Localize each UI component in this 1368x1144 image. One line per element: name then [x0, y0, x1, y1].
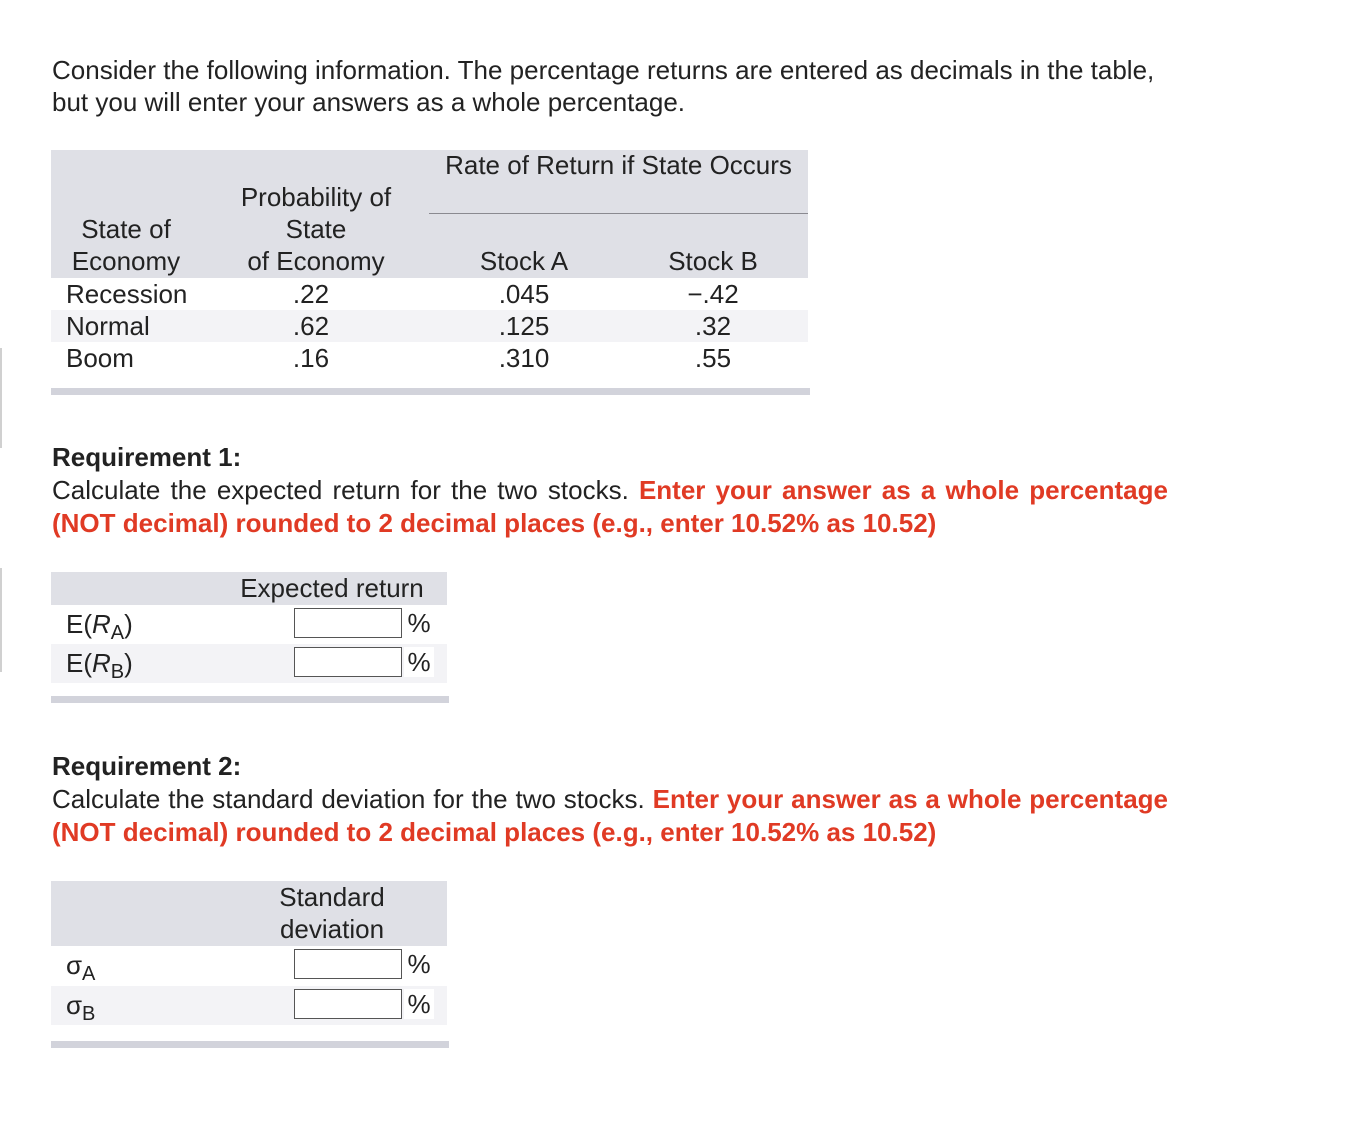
- prob-cell: .16: [292, 343, 330, 373]
- table-bottom-bar: [51, 388, 810, 395]
- stock-b-cell: .32: [694, 311, 732, 341]
- sigma-b-label: $\sigma_B$: [66, 990, 96, 1025]
- header-rule: [429, 213, 808, 214]
- percent-sign: %: [404, 989, 434, 1019]
- stock-a-cell: .310: [498, 343, 550, 373]
- req1-text: [52, 474, 1168, 540]
- table-bottom-bar: [51, 1041, 449, 1048]
- table-row: [51, 605, 447, 644]
- req2-text: [52, 783, 1168, 849]
- col-state-line1: State of: [81, 214, 171, 244]
- stock-b-cell: −.42: [687, 279, 739, 309]
- expected-return-header-row: [51, 572, 447, 605]
- percent-sign: %: [404, 949, 434, 979]
- req2-question: Calculate the standard deviation for the two stocks.: [52, 784, 645, 814]
- req2-instruction: Enter your answer as a whole percentage (NOT decimal) rounded to 2 decimal places (e.g., enter 10.52% as 10.52): [52, 784, 1168, 847]
- state-cell: Boom: [66, 343, 134, 373]
- col-stock-a: Stock A: [479, 246, 569, 276]
- table-bottom-bar: [51, 696, 449, 703]
- prob-cell: .22: [292, 279, 330, 309]
- stock-a-cell: .125: [498, 311, 550, 341]
- sigma-b-input[interactable]: [294, 989, 402, 1019]
- col-state-line2: Economy: [71, 246, 181, 276]
- req2-title: Requirement 2:: [52, 751, 242, 781]
- percent-sign: %: [404, 647, 434, 677]
- col-prob-line2: State: [285, 214, 347, 244]
- state-cell: Normal: [66, 311, 150, 341]
- percent-sign: %: [404, 608, 434, 638]
- table-row: [51, 644, 447, 683]
- table-row: [51, 946, 447, 985]
- std-dev-header-line2: deviation: [279, 914, 385, 944]
- req1-title: Requirement 1:: [52, 442, 242, 472]
- left-edge-bar: [0, 568, 2, 672]
- col-prob-line1: Probability of: [240, 182, 392, 212]
- table-row: [51, 310, 808, 342]
- era-label: $E(R_A)$: [66, 609, 133, 644]
- prob-cell: .62: [292, 311, 330, 341]
- col-prob-line3: of Economy: [247, 246, 385, 276]
- erb-input[interactable]: [294, 647, 402, 677]
- era-input[interactable]: [294, 608, 402, 638]
- table-row: [51, 342, 808, 374]
- table-row: [51, 278, 808, 310]
- expected-return-header: Expected return: [240, 573, 424, 603]
- col-stock-b: Stock B: [668, 246, 758, 276]
- intro-text: Consider the following information. The percentage returns are entered as decimals in the table, but you will enter your answers as a whole percentage.: [52, 55, 1155, 117]
- erb-label: $E(R_B)$: [66, 648, 133, 683]
- table-row: [51, 986, 447, 1025]
- sigma-a-label: $\sigma_A$: [66, 950, 96, 985]
- left-edge-bar: [0, 348, 2, 448]
- std-dev-header-row: [51, 881, 447, 946]
- std-dev-header-line1: Standard: [279, 882, 385, 912]
- req1-question: Calculate the expected return for the two stocks.: [52, 475, 629, 505]
- stock-b-cell: .55: [694, 343, 732, 373]
- returns-table-header: [51, 150, 808, 278]
- req1-instruction: Enter your answer as a whole percentage (NOT decimal) rounded to 2 decimal places (e.g., enter 10.52% as 10.52): [52, 475, 1168, 538]
- sigma-a-input[interactable]: [294, 949, 402, 979]
- state-cell: Recession: [66, 279, 188, 309]
- stock-a-cell: .045: [498, 279, 550, 309]
- rate-of-return-header: Rate of Return if State Occurs: [445, 150, 792, 180]
